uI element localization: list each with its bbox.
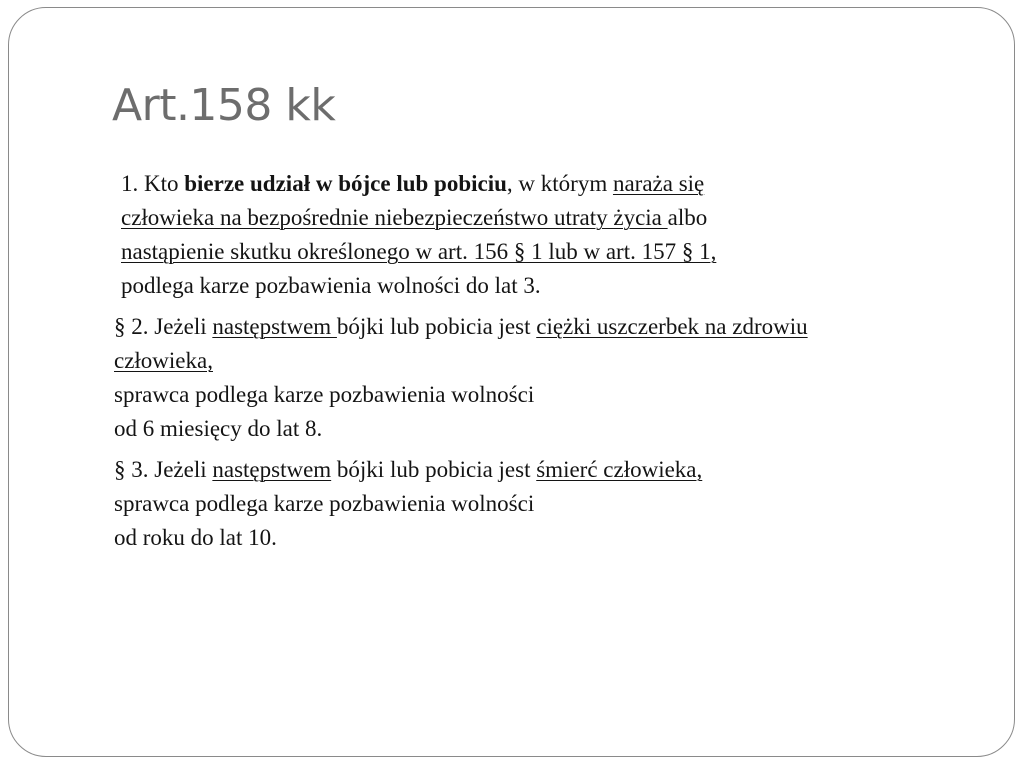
underlined-text: śmierć człowieka, — [536, 457, 703, 482]
text-segment: bójki lub pobicia jest — [331, 457, 537, 482]
text-segment: 1. Kto — [121, 171, 185, 196]
paragraph-3-line-2: sprawca podlega karze pozbawienia wolności — [114, 491, 535, 516]
paragraph-3-line-1 — [114, 453, 984, 487]
underlined-text: naraża się — [612, 171, 705, 196]
paragraph-2 — [114, 310, 984, 446]
underlined-text: następstwem — [212, 314, 337, 339]
underlined-text: człowieka na bezpośrednie niebezpieczeństwo utraty życia — [121, 205, 668, 230]
underlined-text: nastąpienie skutku określonego w art. 156 § 1 lub w art. 157 § 1, — [121, 239, 717, 264]
slide-body — [114, 167, 984, 562]
underlined-text: następstwem — [212, 457, 332, 482]
text-segment: bójki lub pobicia jest — [336, 314, 537, 339]
paragraph-1-line-4: podlega karze pozbawienia wolności do lat 3. — [121, 273, 541, 298]
paragraph-3 — [114, 453, 984, 555]
paragraph-2-line-1 — [114, 310, 984, 344]
paragraph-1-line-2 — [121, 201, 984, 235]
paragraph-2-line-3: sprawca podlega karze pozbawienia wolności — [114, 382, 535, 407]
paragraph-3-line-3: od roku do lat 10. — [114, 525, 277, 550]
underlined-text: ciężki uszczerbek na zdrowiu — [536, 314, 808, 339]
text-segment: § 2. Jeżeli — [114, 314, 213, 339]
paragraph-1 — [114, 167, 984, 303]
paragraph-1-line-1 — [121, 167, 984, 201]
bold-text: bierze udział w bójce lub pobiciu — [184, 171, 507, 196]
paragraph-2-line-4: od 6 miesięcy do lat 8. — [114, 416, 323, 441]
text-segment: albo — [667, 205, 708, 230]
text-segment: , w którym — [506, 171, 613, 196]
underlined-text: człowieka, — [114, 348, 213, 373]
paragraph-1-line-3 — [121, 235, 984, 269]
text-segment: § 3. Jeżeli — [114, 457, 213, 482]
slide-title: Art.158 kk — [112, 80, 336, 131]
paragraph-2-line-2 — [114, 344, 984, 378]
